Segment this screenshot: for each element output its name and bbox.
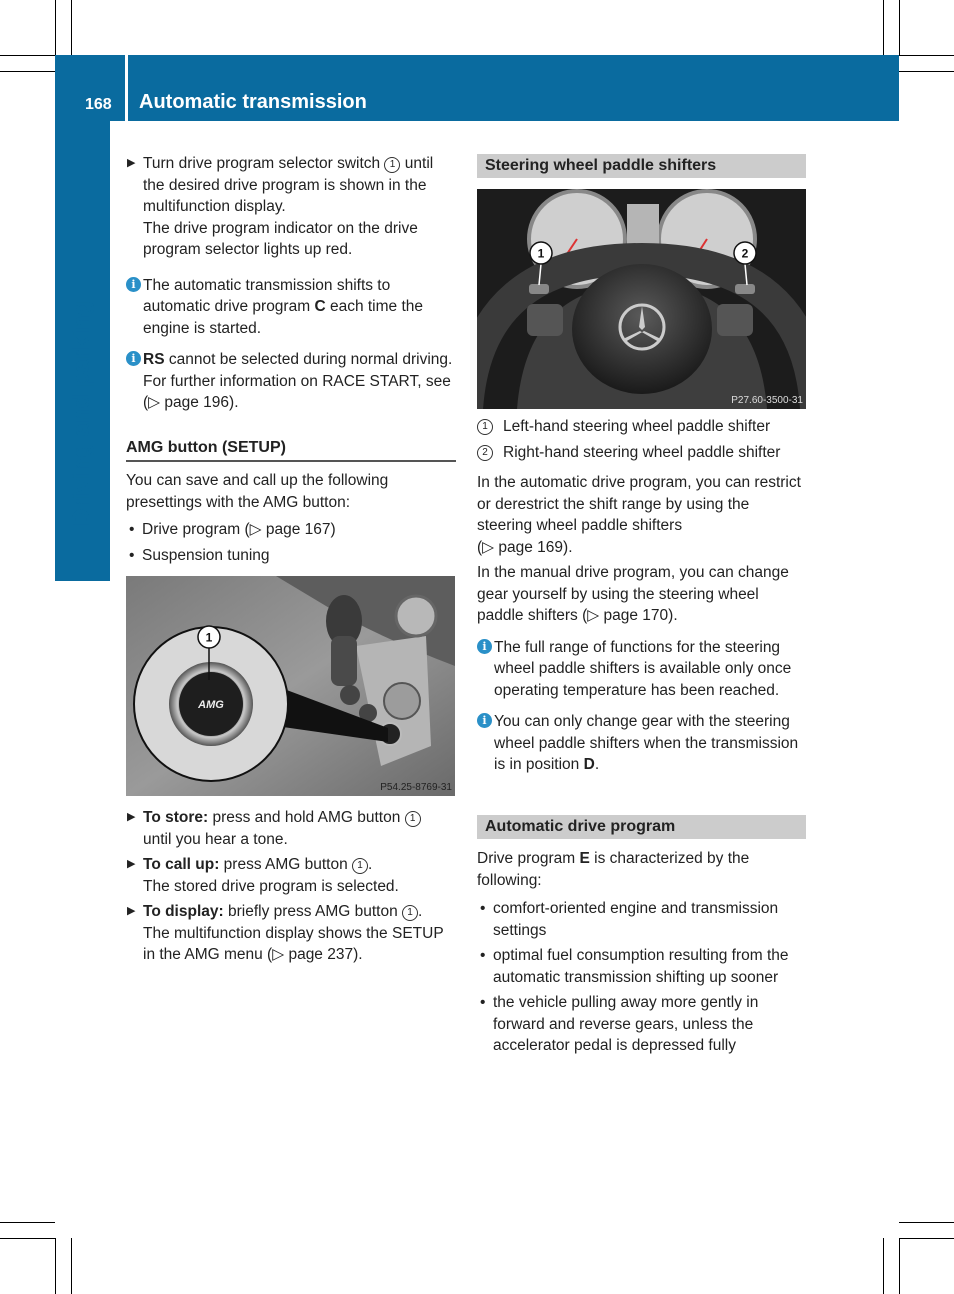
crop-mark — [0, 71, 55, 72]
right-column — [477, 416, 807, 776]
info-icon: i — [126, 277, 141, 292]
step-arrow-icon: ▶ — [127, 905, 136, 917]
step-display: ▶ To display: briefly press AMG button 1 . The multifunction display shows the SETUP in the AMG menu (▷ page 237). — [127, 903, 444, 963]
steering-wheel-photo — [477, 189, 806, 409]
legend-item: 1 Left-hand steering wheel paddle shifter — [477, 416, 807, 438]
photo-callout-2: 2 — [741, 246, 749, 261]
legend-item: 2 Right-hand steering wheel paddle shifter — [477, 442, 807, 464]
step-turn-selector: ▶ Turn drive program selector switch 1 until the desired drive program is shown in the multifunction display. The drive program indicator on the drive program selector lights up red. — [127, 155, 434, 258]
photo-callout-1: 1 — [205, 630, 213, 645]
image-code: P27.60-3500-31 — [731, 395, 803, 406]
callout-1-icon: 1 — [405, 811, 421, 827]
info-icon: i — [126, 351, 141, 366]
crop-mark — [0, 55, 55, 56]
step-arrow-icon: ▶ — [127, 811, 136, 823]
callout-1-icon: 1 — [402, 905, 418, 921]
callout-1-icon: 1 — [384, 157, 400, 173]
svg-text:AMG: AMG — [198, 699, 224, 711]
left-column — [126, 153, 456, 566]
crop-mark — [899, 71, 954, 72]
header-divider — [125, 55, 128, 121]
step-arrow-icon: ▶ — [127, 157, 136, 169]
crop-mark — [55, 0, 56, 55]
list-item: • Drive program (▷ page 167) — [129, 521, 336, 538]
info-note: i You can only change gear with the steering wheel paddle shifters when the transmission is in position D. — [477, 711, 807, 776]
section-heading: Steering wheel paddle shifters — [477, 154, 806, 178]
info-icon: i — [477, 639, 492, 654]
list-item: • the vehicle pulling away more gently in forward and reverse gears, unless the accelerator pedal is depressed fully — [480, 994, 759, 1054]
crop-mark — [883, 1238, 884, 1294]
paragraph: In the manual drive program, you can change gear yourself by using the steering wheel paddle shifters (▷ page 170). — [477, 564, 789, 624]
right-column-bottom — [477, 848, 807, 1057]
page-header — [55, 55, 899, 121]
list-item: • comfort-oriented engine and transmission settings — [480, 900, 779, 939]
paragraph: Drive program E is characterized by the following: — [477, 850, 750, 889]
info-note: i The automatic transmission shifts to automatic drive program C each time the engine is started. — [126, 275, 456, 340]
page-title: Automatic transmission — [139, 91, 367, 113]
crop-mark — [899, 55, 954, 56]
paragraph: In the automatic drive program, you can restrict or derestrict the shift range by using the steering wheel paddle shifters (▷ page 169). — [477, 474, 801, 556]
step-store: ▶ To store: press and hold AMG button 1 until you hear a tone. — [126, 807, 456, 850]
photo-callout-1: 1 — [537, 246, 545, 261]
list-item: • optimal fuel consumption resulting from the automatic transmission shifting up sooner — [480, 947, 789, 986]
crop-mark — [55, 1238, 56, 1294]
section-heading: Automatic drive program — [477, 815, 806, 839]
step-call-up: ▶ To call up: press AMG button 1 . The stored drive program is selected. — [127, 856, 399, 895]
crop-mark — [899, 1238, 954, 1239]
crop-mark — [899, 1222, 954, 1223]
crop-mark — [0, 1238, 55, 1239]
amg-button-photo — [126, 576, 455, 796]
callout-1-icon: 1 — [352, 858, 368, 874]
crop-mark — [71, 0, 72, 55]
info-note: i RS cannot be selected during normal driving. For further information on RACE START, see (▷ page 196). — [126, 349, 456, 414]
callout-1-icon: 1 — [477, 419, 493, 435]
crop-mark — [883, 0, 884, 55]
chapter-label: Driving and parking — [68, 300, 95, 526]
info-icon: i — [477, 713, 492, 728]
amg-intro: You can save and call up the following presettings with the AMG button: — [126, 472, 389, 511]
list-item: • Suspension tuning — [129, 546, 270, 564]
callout-2-icon: 2 — [477, 445, 493, 461]
step-arrow-icon: ▶ — [127, 858, 136, 870]
image-code: P54.25-8769-31 — [380, 782, 452, 793]
page-number: 168 — [85, 96, 112, 113]
crop-mark — [71, 1238, 72, 1294]
crop-mark — [899, 1238, 900, 1294]
crop-mark — [899, 0, 900, 55]
info-note: i The full range of functions for the steering wheel paddle shifters is available only once operating temperature has been reached. — [477, 637, 807, 702]
crop-mark — [0, 1222, 55, 1223]
left-column-bottom — [126, 807, 456, 970]
section-heading: AMG button (SETUP) — [126, 437, 456, 463]
